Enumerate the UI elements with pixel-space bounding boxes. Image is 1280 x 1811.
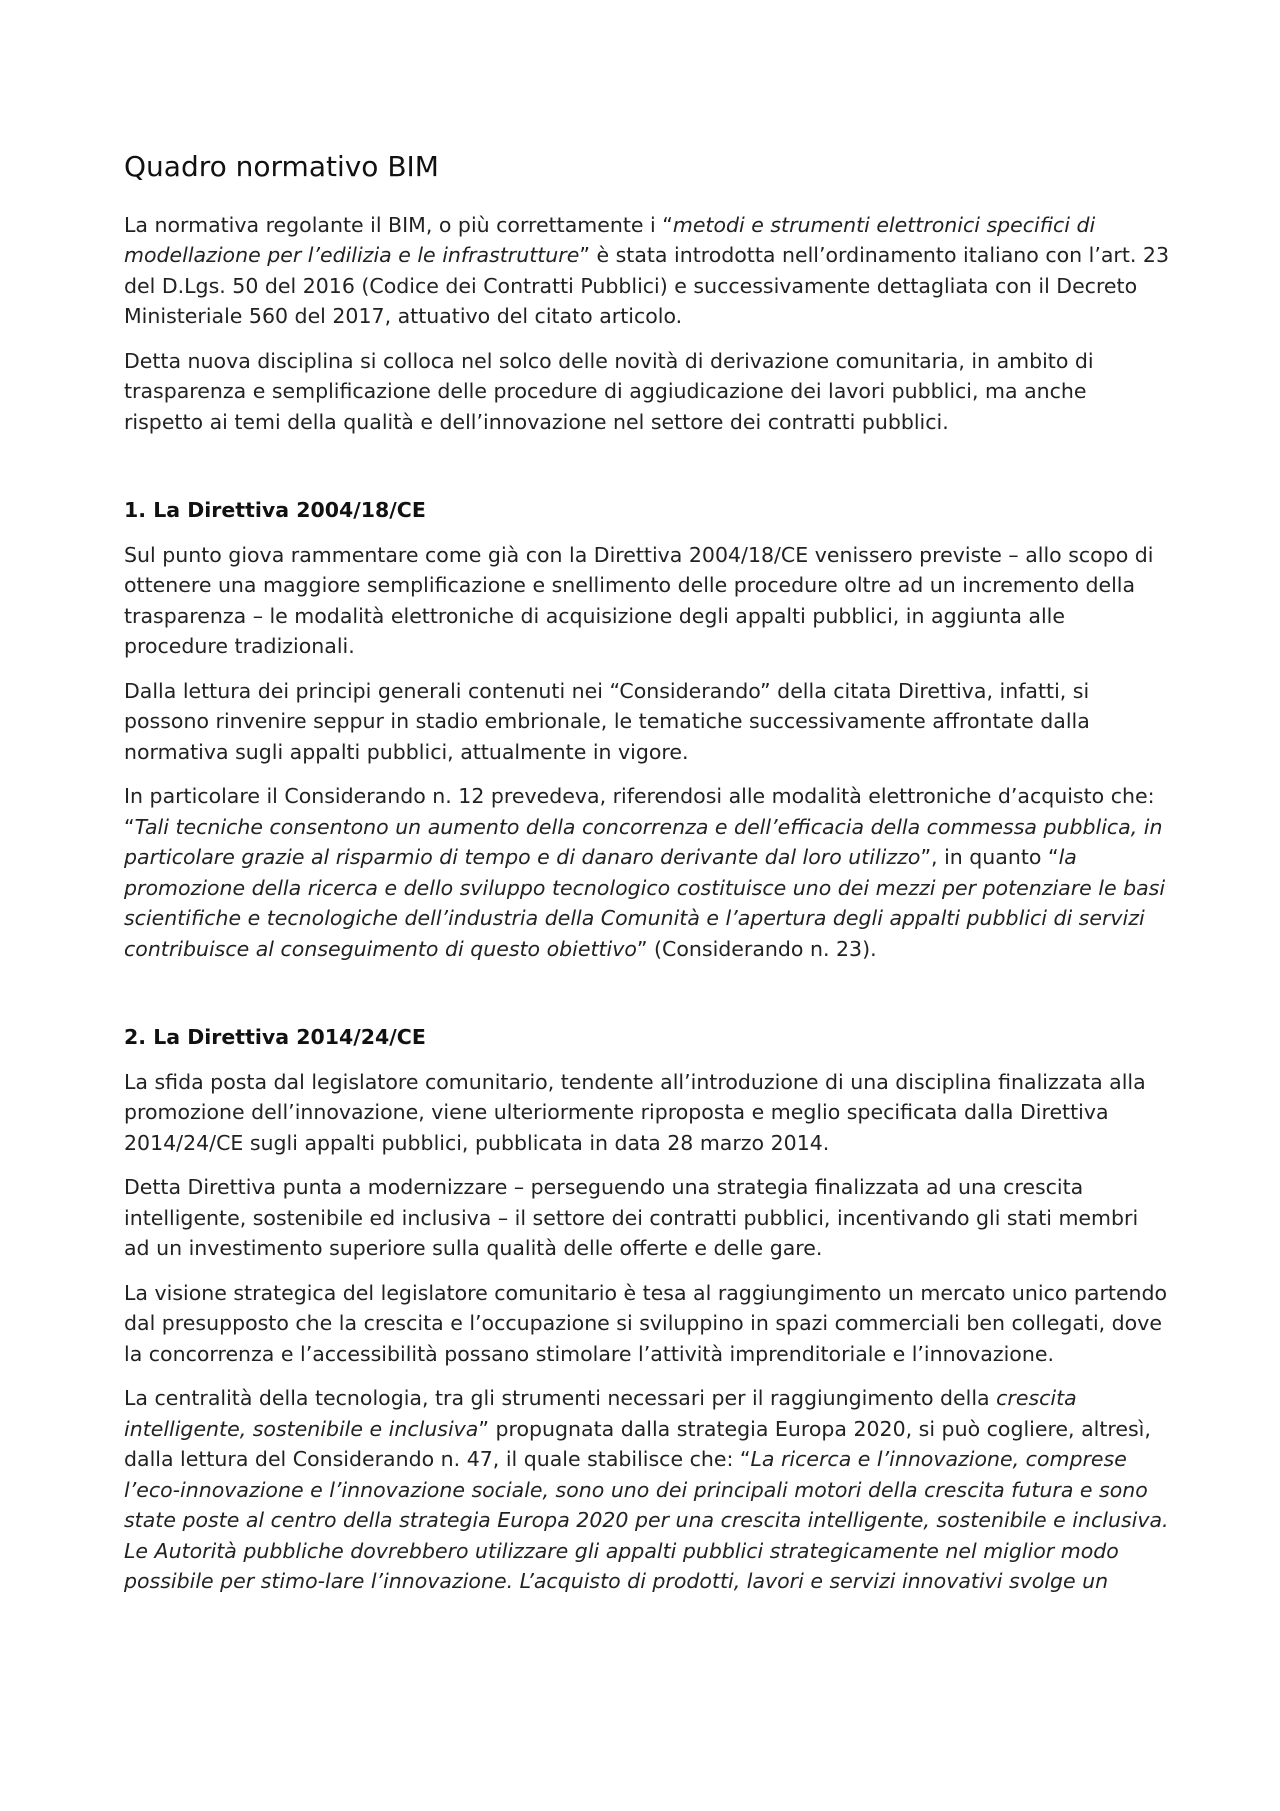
text-run: ” (Considerando n. 23). — [636, 936, 877, 961]
page-title: Quadro normativo BIM — [124, 150, 439, 183]
italic-quote: la promozione della ricerca e dello sviluppo tecnologico costituisce uno dei mezzi per potenziare le basi scientifiche e tecnologiche dell’industria della Comunità e l’apertura degli appalti pubblici di servizi contribuisce al conseguimento di questo obiettivo — [124, 845, 1166, 961]
text-run: In particolare il Considerando n. 12 prevedeva, riferendosi alle modalità elettroniche d’acquisto che: “ — [124, 784, 1155, 839]
section1-paragraph-1: Sul punto giova rammentare come già con la Direttiva 2004/18/CE venissero previste – allo scopo di ottenere una maggiore semplificazione e snellimento delle procedure oltre ad un incremento della trasparenza – le modalità elettroniche di acquisizione degli appalti pubblici, in aggiunta alle procedure tradizionali. — [124, 542, 1154, 659]
section1-paragraph-3 — [124, 781, 1169, 964]
section2-paragraph-3: La visione strategica del legislatore comunitario è tesa al raggiungimento un mercato unico partendo dal presupposto che la crescita e l’occupazione si sviluppino in spazi commerciali ben collegati, dove la concorrenza e l’accessibilità possano stimolare l’attività imprenditoriale e l’innovazione. — [124, 1280, 1168, 1366]
text-run: ” è stata introdotta nell’ordinamento italiano con l’art. 23 del D.Lgs. 50 del 2016 (Codice dei Contratti Pubblici) e successivamente dettagliata con il Decreto Ministeriale 560 del 2017, attuativo del citato articolo. — [124, 243, 1169, 329]
section2-paragraph-4 — [124, 1383, 1169, 1597]
section-heading-1: 1. La Direttiva 2004/18/CE — [124, 498, 426, 523]
section1-paragraph-2: Dalla lettura dei principi generali contenuti nei “Considerando” della citata Direttiva, infatti, si possono rinvenire seppur in stadio embrionale, le tematiche successivamente affrontate dalla normativa sugli appalti pubblici, attualmente in vigore. — [124, 678, 1090, 764]
document-page — [124, 150, 1169, 1611]
section-spacer — [124, 978, 1169, 1024]
italic-quote: Tali tecniche consentono un aumento della concorrenza e dell’efficacia della commessa pubblica, in particolare grazie al risparmio di tempo e di danaro derivante dal loro utilizzo — [124, 814, 1163, 870]
intro-paragraph-2: Detta nuova disciplina si colloca nel solco delle novità di derivazione comunitaria, in ambito di trasparenza e semplificazione delle procedure di aggiudicazione dei lavori pubblici, ma anche rispetto ai temi della qualità e dell’innovazione nel settore dei contratti pubblici. — [124, 348, 1094, 434]
intro-paragraph-1 — [124, 210, 1169, 332]
text-run: ” propugnata dalla strategia Europa 2020, si può cogliere, altresì, dalla lettura del Considerando n. 47, il quale stabilisce che: “ — [124, 1416, 1151, 1472]
italic-quote: metodi e strumenti elettronici specifici di modellazione per l’edilizia e le infrastrutture — [124, 212, 1096, 268]
italic-quote: La ricerca e l’innovazione, comprese l’eco-innovazione e l’innovazione sociale, sono uno dei principali motori della crescita futura e sono state poste al centro della strategia Europa 2020 per una crescita intelligente, sostenibile e inclusiva. Le Autorità pubbliche dovrebbero utilizzare gli appalti pubblici strategicamente nel miglior modo possibile per stimo-lare l’innovazione. L’acquisto di prodotti, lavori e servizi innovativi svolge un — [124, 1447, 1169, 1594]
text-run: ”, in quanto “ — [920, 845, 1059, 870]
section-heading-2: 2. La Direttiva 2014/24/CE — [124, 1025, 426, 1050]
text-run: La normativa regolante il BIM, o più correttamente i “ — [124, 212, 673, 237]
section2-paragraph-1: La sfida posta dal legislatore comunitario, tendente all’introduzione di una disciplina finalizzata alla promozione dell’innovazione, viene ulteriormente riproposta e meglio specificata dalla Direttiva 2014/24/CE sugli appalti pubblici, pubblicata in data 28 marzo 2014. — [124, 1069, 1146, 1155]
section2-paragraph-2: Detta Direttiva punta a modernizzare – perseguendo una strategia finalizzata ad una crescita intelligente, sostenibile ed inclusiva – il settore dei contratti pubblici, incentivando gli stati membri ad un investimento superiore sulla qualità delle offerte e delle gare. — [124, 1175, 1139, 1261]
text-run: La centralità della tecnologia, tra gli strumenti necessari per il raggiungimento della — [124, 1386, 997, 1411]
section-spacer — [124, 451, 1169, 497]
italic-quote: crescita intelligente, sostenibile e inclusiva — [124, 1386, 1077, 1441]
